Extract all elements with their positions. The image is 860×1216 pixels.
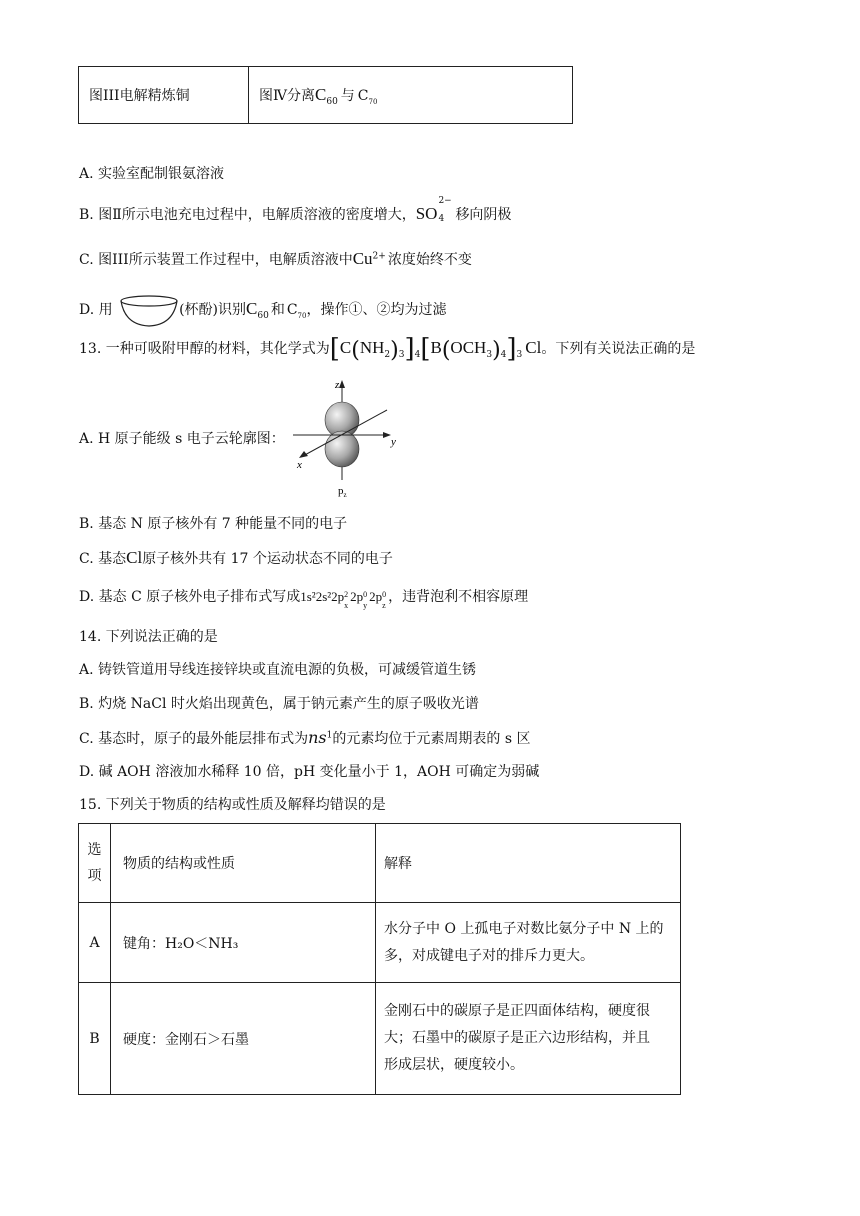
q12-option-b: B. 图Ⅱ所示电池充电过程中，电解质溶液的密度增大，SO 2− 4 移向阴极: [79, 196, 512, 224]
bowl-icon: [119, 294, 179, 328]
cell-text: 键角：H₂O＜NH₃: [123, 935, 239, 952]
option-text: 和: [270, 302, 285, 318]
pz-orbital-diagram: [285, 374, 415, 504]
option-cell: [79, 983, 111, 1095]
formula-sub: 4: [414, 349, 421, 360]
option-text: ，操作①、②均为过滤: [306, 302, 447, 318]
q13-option-b: B. 基态 N 原子核外有 7 种能量不同的电子: [79, 516, 348, 532]
c70-symbol: C: [357, 88, 369, 104]
cell-text: A: [89, 934, 100, 951]
option-text: C. 基态: [79, 551, 127, 567]
c70-sub: 70: [297, 311, 307, 320]
header-text: 解释: [384, 856, 412, 872]
option-text: C. 基态时，原子的最外能层排布式为: [79, 731, 309, 747]
top-table-cell-2: [249, 67, 573, 124]
cell-text-line: 形成层状，硬度较小。: [384, 1057, 524, 1073]
cell-text: 图III电解精炼铜: [89, 88, 190, 104]
copper-ion: Cu: [352, 249, 373, 268]
chlorine-symbol: Cl: [126, 548, 143, 567]
header-cell-explanation: [376, 824, 681, 903]
sulfate-ion: SO: [415, 204, 438, 223]
axis-label-x: x: [297, 459, 302, 471]
formula-och3: OCH: [450, 338, 487, 357]
formula-sub: 3: [398, 349, 405, 360]
q13-option-a: A. H 原子能级 s 电子云轮廓图：: [79, 431, 285, 447]
cell-text: 硬度：金刚石＞石墨: [123, 1031, 249, 1048]
top-table-cell-1: [79, 67, 249, 124]
option-text: D. 用: [79, 302, 113, 318]
formula-sub: 3: [516, 349, 523, 360]
c60-sub: 60: [257, 310, 269, 321]
table-row: [79, 903, 681, 983]
formula-sub: 4: [500, 349, 507, 360]
explanation-cell: [376, 983, 681, 1095]
orbital-label: $p_z$: [338, 485, 347, 499]
ns-term: ns: [308, 728, 327, 747]
c70-sub: 70: [368, 97, 378, 106]
q13-stem: 13. 一种可吸附甲醇的材料，其化学式为$[C(NH_2)_3]_4[B(OCH_3)_4]_3$ Cl。下列有关说法正确的是: [79, 334, 696, 364]
q14-option-c: [79, 728, 530, 749]
cell-text-line: 大；石墨中的碳原子是正六边形结构，并且: [384, 1030, 650, 1046]
copper-charge: 2+: [372, 251, 386, 262]
option-text: 原子核外共有 17 个运动状态不同的电子: [142, 551, 393, 567]
header-cell-option: [79, 824, 111, 903]
header-text: 选项: [87, 842, 102, 884]
option-text: ，违背泡利不相容原理: [388, 589, 529, 605]
option-text: C. 图III所示装置工作过程中，电解质溶液中: [79, 252, 353, 268]
q14-option-b: B. 灼烧 NaCl 时火焰出现黄色，属于钠元素产生的原子吸收光谱: [79, 696, 479, 712]
option-text: 浓度始终不变: [387, 252, 472, 268]
c60-sub: 60: [326, 96, 338, 107]
q15-stem: 15. 下列关于物质的结构或性质及解释均错误的是: [79, 797, 386, 813]
cell-text-line: 水分子中 O 上孤电子对数比氨分子中 N 上的: [384, 920, 664, 937]
q13-option-d: [79, 587, 529, 610]
formula-cl: Cl: [525, 338, 542, 357]
c60-symbol: C: [315, 85, 327, 104]
formula-b: B: [430, 338, 442, 357]
cell-text: 图Ⅳ分离: [259, 88, 315, 104]
table-header-row: [79, 824, 681, 903]
formula-nh2: NH: [359, 338, 385, 357]
axis-label-z: z: [335, 379, 340, 391]
c60-symbol: C: [246, 299, 258, 318]
option-text: (杯酚)识别: [179, 302, 247, 318]
option-text: 的元素均位于元素周期表的 s 区: [332, 731, 531, 747]
q15-table: [78, 823, 681, 1095]
stem-text: 。下列有关说法正确的是: [541, 341, 696, 357]
electron-config: 1s²2s²2p 2 x 2p 0 y 2p 0 z: [300, 589, 387, 610]
formula-c: C: [339, 338, 352, 357]
q12-option-c: [79, 249, 472, 270]
option-text: D. 基态 C 原子核外电子排布式写成: [79, 589, 301, 605]
cell-text: 与: [340, 88, 355, 104]
property-cell: [111, 903, 376, 983]
formula-nh2-sub: 2: [384, 349, 391, 360]
table-row: [79, 983, 681, 1095]
q14-stem: 14. 下列说法正确的是: [79, 629, 218, 645]
q14-option-d: D. 碱 AOH 溶液加水稀释 10 倍，pH 变化量小于 1，AOH 可确定为弱碱: [79, 764, 540, 780]
option-text: B. 图Ⅱ所示电池充电过程中，电解质溶液的密度增大，: [79, 207, 416, 223]
header-cell-property: [111, 824, 376, 903]
axis-label-y: y: [391, 436, 396, 448]
header-text: 物质的结构或性质: [123, 856, 235, 872]
stem-text: 13. 一种可吸附甲醇的材料，其化学式为: [79, 341, 330, 357]
property-cell: [111, 983, 376, 1095]
option-text: 移向阴极: [455, 207, 512, 223]
q12-option-a: A. 实验室配制银氨溶液: [79, 166, 225, 182]
cell-text-line: 多，对成键电子对的排斥力更大。: [384, 947, 594, 964]
q12-option-d: [79, 294, 446, 328]
ns-sup: 1: [326, 730, 333, 741]
option-cell: [79, 903, 111, 983]
explanation-cell: [376, 903, 681, 983]
c70-symbol: C: [286, 302, 298, 318]
cell-text: B: [89, 1030, 100, 1047]
q14-option-a: A. 铸铁管道用导线连接锌块或直流电源的负极，可减缓管道生锈: [79, 662, 477, 678]
formula-och3-sub: 3: [486, 349, 493, 360]
top-table: [78, 66, 573, 124]
q13-option-c: [79, 548, 393, 569]
cell-text-line: 金刚石中的碳原子是正四面体结构，硬度很: [384, 1003, 650, 1019]
